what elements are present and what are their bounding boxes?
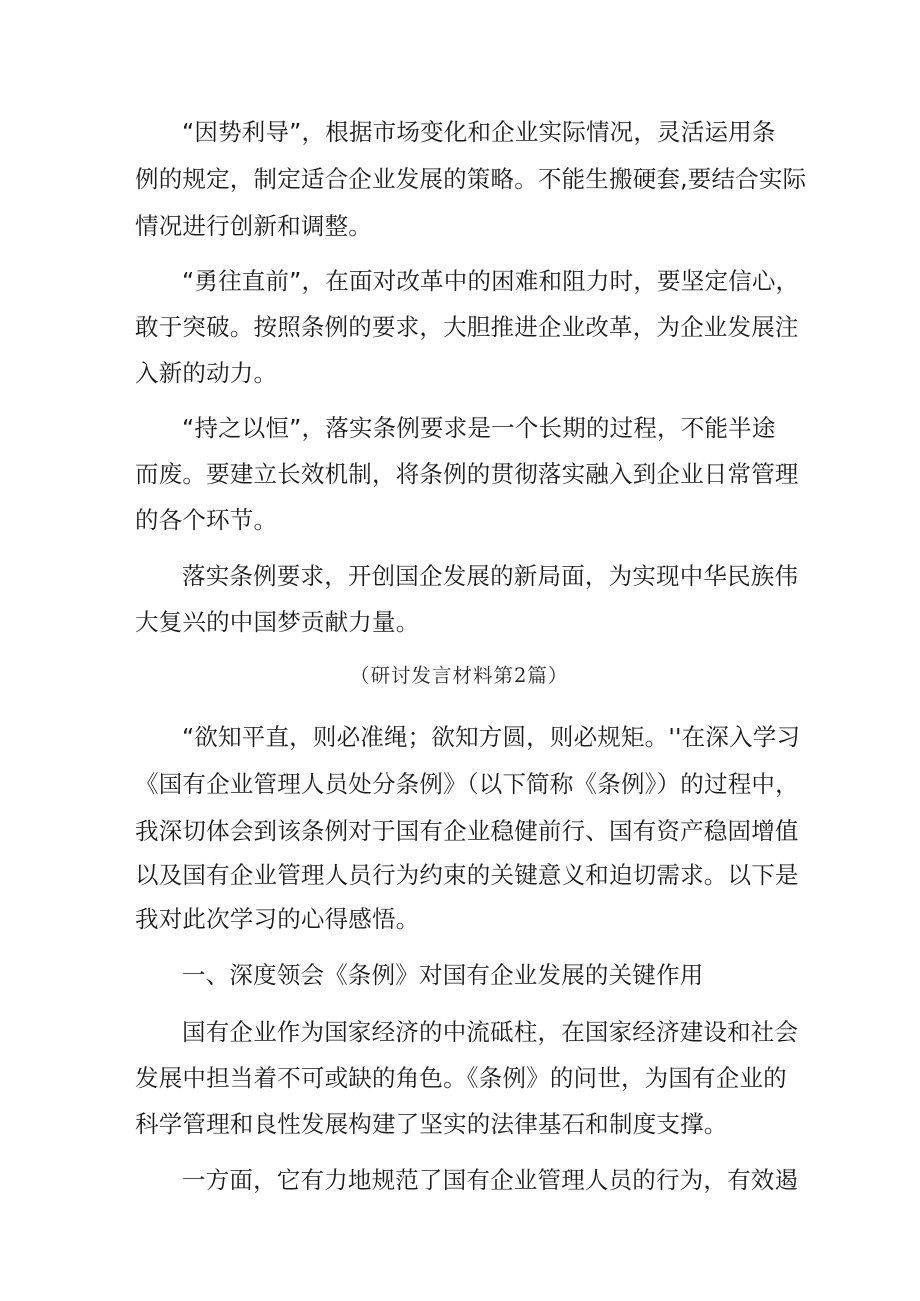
paragraph-2-line-2: 敢于突破。按照条例的要求，大胆推进企业改革，为企业发展注 bbox=[135, 313, 799, 341]
paragraph-6-line-1: 国有企业作为国家经济的中流砥柱，在国家经济建设和社会 bbox=[182, 1018, 799, 1046]
paragraph-1-line-3: 情况进行创新和调整。 bbox=[135, 212, 372, 240]
paragraph-1-line-2: 例的规定，制定适合企业发展的策略。不能生搬硬套,要结合实际 bbox=[135, 165, 807, 193]
paragraph-3-line-3: 的各个环节。 bbox=[135, 506, 278, 534]
paragraph-5-line-4: 以及国有企业管理人员行为约束的关键意义和迫切需求。以下是 bbox=[135, 861, 799, 889]
paragraph-6-line-3: 科学管理和良性发展构建了坚实的法律基石和制度支撑。 bbox=[135, 1110, 728, 1138]
paragraph-5-line-1: “欲知平直，则必准绳；欲知方圆，则必规矩。''在深入学习 bbox=[182, 723, 801, 751]
paragraph-5-line-3: 我深切体会到该条例对于国有企业稳健前行、国有资产稳固增值 bbox=[135, 817, 799, 845]
paragraph-4-line-1: 落实条例要求，开创国企发展的新局面，为实现中华民族伟 bbox=[182, 562, 799, 590]
paragraph-6-line-2: 发展中担当着不可或缺的角色。《条例》的问世，为国有企业的 bbox=[135, 1064, 787, 1092]
paragraph-3-line-2: 而废。要建立长效机制，将条例的贯彻落实融入到企业日常管理 bbox=[135, 460, 799, 488]
paragraph-5-line-5: 我对此次学习的心得感悟。 bbox=[135, 905, 420, 933]
paragraph-7-line-1: 一方面，它有力地规范了国有企业管理人员的行为，有效遏 bbox=[182, 1166, 799, 1194]
paragraph-5-line-2: 《国有企业管理人员处分条例》（以下简称《条例》）的过程中， bbox=[135, 770, 799, 798]
paragraph-3-line-1: “持之以恒”，落实条例要求是一个长期的过程，不能半途 bbox=[182, 414, 776, 442]
paragraph-2-line-3: 入新的动力。 bbox=[135, 359, 278, 387]
section-heading: （研讨发言材料第2篇） bbox=[350, 664, 569, 687]
paragraph-2-line-1: “勇往直前”，在面对改革中的困难和阻力时，要坚定信心， bbox=[182, 267, 800, 295]
paragraph-1-line-1: “因势利导”，根据市场变化和企业实际情况，灵活运用条 bbox=[182, 118, 776, 146]
paragraph-4-line-2: 大复兴的中国梦贡献力量。 bbox=[135, 608, 420, 636]
subheading-1: 一、深度领会《条例》对国有企业发展的关键作用 bbox=[182, 961, 704, 989]
